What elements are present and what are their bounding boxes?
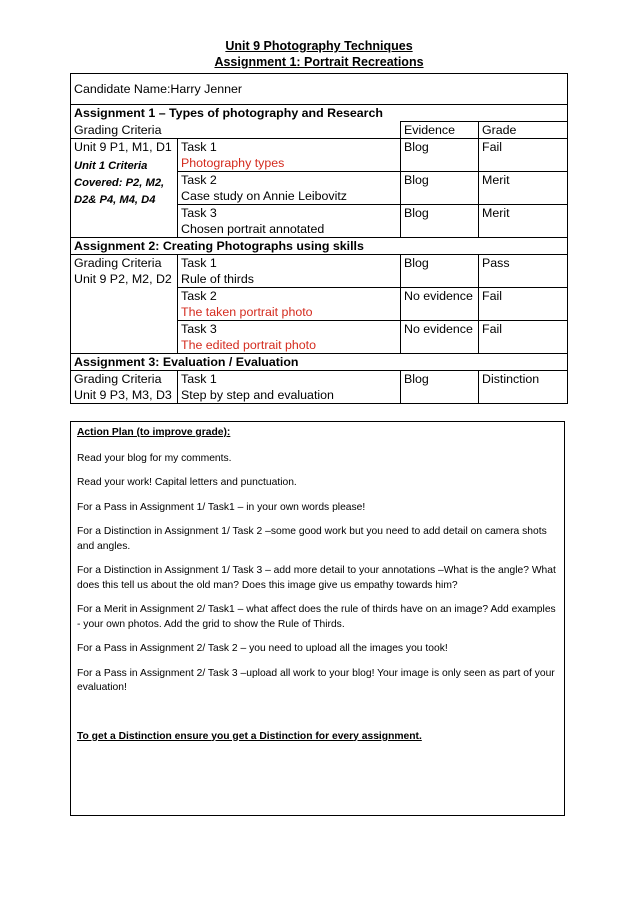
task-cell	[178, 172, 401, 205]
task-cell	[178, 139, 401, 172]
task-evidence: Blog	[401, 205, 479, 238]
table-row	[71, 371, 568, 404]
task-desc: Case study on Annie Leibovitz	[181, 189, 348, 203]
task-grade: Fail	[479, 288, 568, 321]
action-plan-item: For a Merit in Assignment 2/ Task1 – what affect does the rule of thirds have on an image? Add examples - your own photos. Add the grid to show the Rule of Thirds.	[77, 604, 556, 630]
criteria-units: Unit 9 P2, M2, D2	[74, 272, 172, 286]
table-row	[71, 139, 568, 172]
candidate-name: Candidate Name:Harry Jenner	[71, 74, 568, 105]
table-row	[71, 255, 568, 288]
task-name: Task 1	[181, 256, 217, 270]
task-name: Task 1	[181, 372, 217, 386]
action-plan-item: Read your work! Capital letters and punctuation.	[77, 477, 297, 488]
action-plan-title: Action Plan (to improve grade):	[77, 427, 231, 438]
document-header	[0, 38, 638, 70]
task-evidence: Blog	[401, 139, 479, 172]
action-plan-item: For a Pass in Assignment 1/ Task1 – in your own words please!	[77, 501, 366, 513]
header-row	[71, 122, 568, 139]
action-plan-item: For a Distinction in Assignment 1/ Task 2 –some good work but you need to add detail on camera shots and angles.	[77, 526, 547, 552]
criteria-cell	[71, 139, 178, 238]
action-plan-item: Read your blog for my comments.	[77, 452, 232, 464]
assignment-3-heading-row	[71, 354, 568, 371]
grading-table	[70, 73, 568, 404]
task-desc: Step by step and evaluation	[181, 388, 334, 402]
criteria-units: Unit 9 P3, M3, D3	[74, 388, 172, 402]
task-name: Task 1	[181, 140, 217, 154]
assignment-2-heading-row	[71, 238, 568, 255]
task-evidence: No evidence	[401, 288, 479, 321]
assignment-1-heading-row	[71, 105, 568, 122]
task-grade: Fail	[479, 139, 568, 172]
document-title: Unit 9 Photography Techniques	[225, 39, 413, 53]
grade-header: Grade	[479, 122, 568, 139]
action-plan-item: For a Pass in Assignment 2/ Task 2 – you need to upload all the images you took!	[77, 643, 448, 654]
evidence-header: Evidence	[401, 122, 479, 139]
task-grade: Merit	[479, 205, 568, 238]
criteria-cell	[71, 371, 178, 404]
assignment-3-heading: Assignment 3: Evaluation / Evaluation	[71, 354, 568, 371]
task-grade: Fail	[479, 321, 568, 354]
task-desc: Chosen portrait annotated	[181, 222, 325, 236]
task-cell	[178, 321, 401, 354]
task-name: Task 2	[181, 289, 217, 303]
task-desc: Photography types	[181, 156, 285, 170]
task-desc: The taken portrait photo	[181, 305, 313, 319]
task-evidence: Blog	[401, 371, 479, 404]
criteria-units: Unit 9 P1, M1, D1	[74, 140, 172, 154]
action-plan-final: To get a Distinction ensure you get a Distinction for every assignment.	[77, 730, 422, 742]
task-evidence: Blog	[401, 255, 479, 288]
task-cell	[178, 371, 401, 404]
task-cell	[178, 255, 401, 288]
task-grade: Distinction	[479, 371, 568, 404]
action-plan-item: For a Pass in Assignment 2/ Task 3 –upload all work to your blog! Your image is only seen as part of your evaluation!	[77, 667, 555, 693]
task-evidence: Blog	[401, 172, 479, 205]
action-plan-box	[70, 421, 565, 816]
criteria-label: Grading Criteria	[74, 372, 162, 386]
task-evidence: No evidence	[401, 321, 479, 354]
task-cell	[178, 288, 401, 321]
criteria-label: Grading Criteria	[71, 122, 401, 139]
task-name: Task 2	[181, 173, 217, 187]
candidate-row	[71, 74, 568, 105]
task-desc: The edited portrait photo	[181, 338, 317, 352]
criteria-label: Grading Criteria	[74, 256, 162, 270]
assignment-2-heading: Assignment 2: Creating Photographs using skills	[71, 238, 568, 255]
assignment-1-heading: Assignment 1 – Types of photography and Research	[71, 105, 568, 122]
task-desc: Rule of thirds	[181, 272, 255, 286]
criteria-note: Unit 1 Criteria Covered: P2, M2, D2& P4, M4, D4	[74, 160, 165, 206]
action-plan-item: For a Distinction in Assignment 1/ Task 3 – add more detail to your annotations –What is the angle? What does this tell us about the old man? Does this image give us empathy towards him?	[77, 565, 556, 591]
task-cell	[178, 205, 401, 238]
task-name: Task 3	[181, 322, 217, 336]
task-grade: Merit	[479, 172, 568, 205]
document-subtitle: Assignment 1: Portrait Recreations	[214, 55, 424, 69]
task-name: Task 3	[181, 206, 217, 220]
task-grade: Pass	[479, 255, 568, 288]
criteria-cell	[71, 255, 178, 354]
